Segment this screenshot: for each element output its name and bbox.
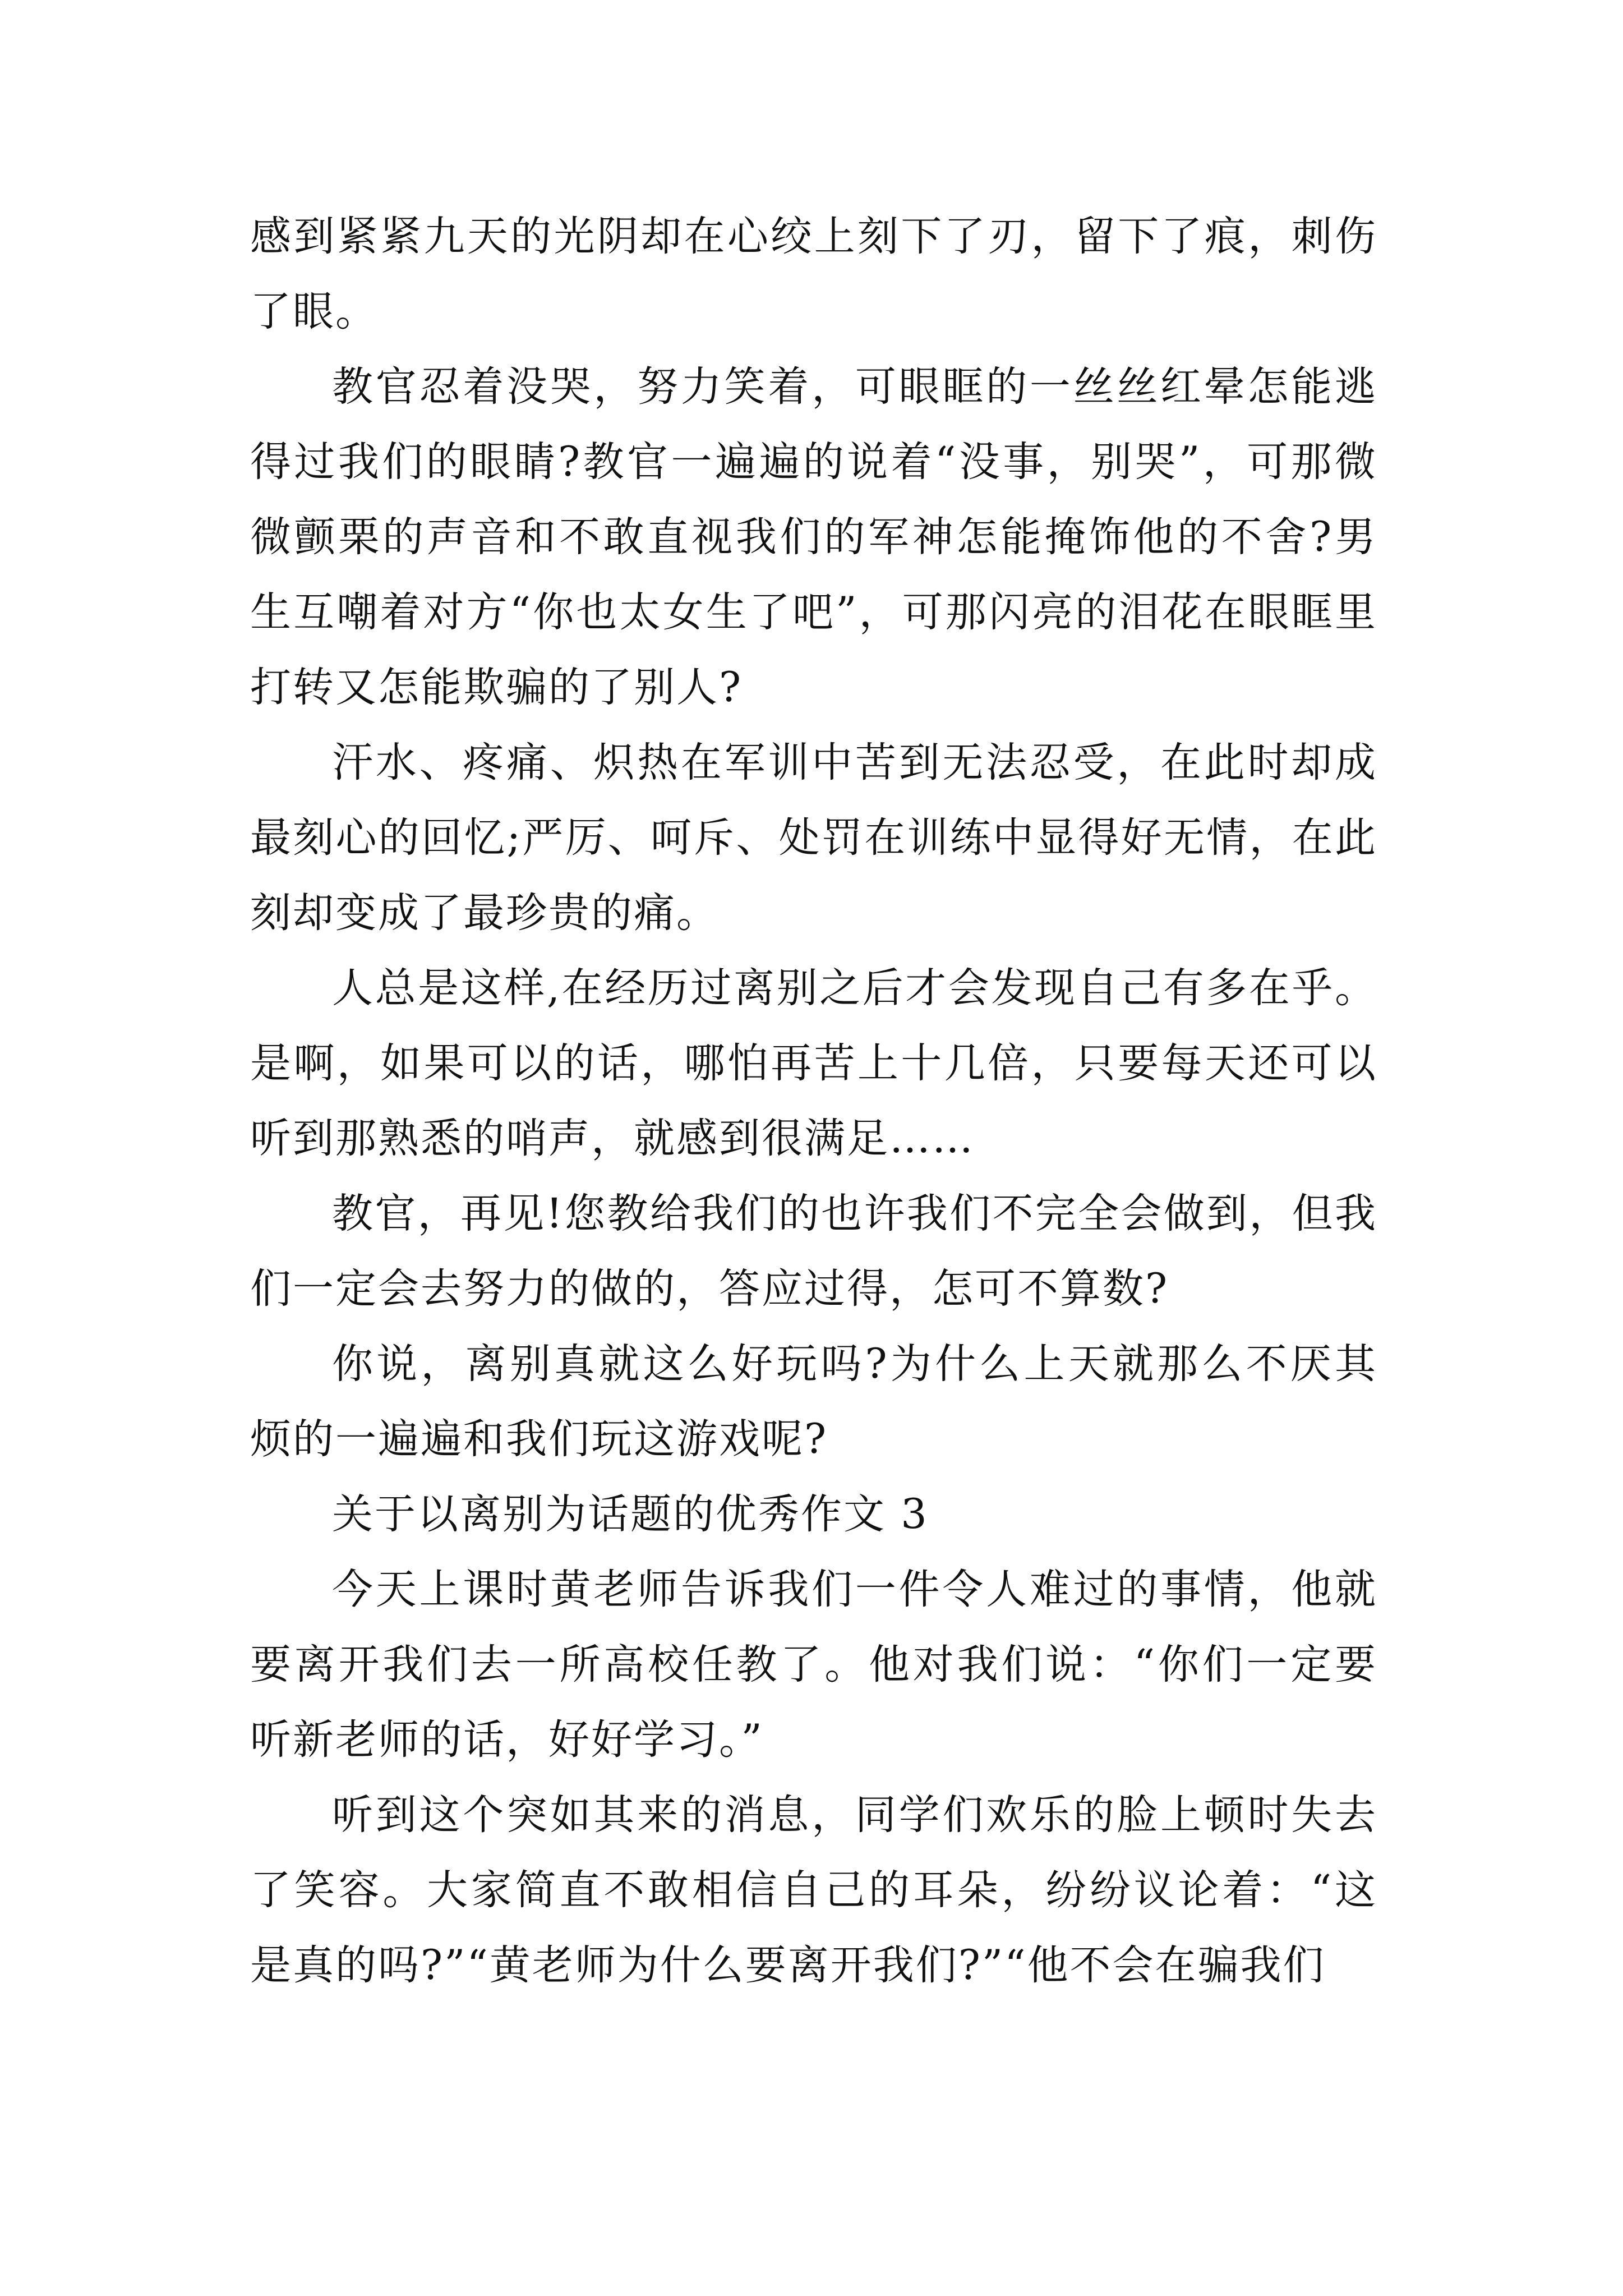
paragraph: 人总是这样,在经历过离别之后才会发现自己有多在乎。是啊，如果可以的话，哪怕再苦上十几倍，只要每天还可以听到那熟悉的哨声，就感到很满足……	[250, 964, 1377, 1162]
section-heading: 关于以离别为话题的优秀作文 3	[332, 1490, 929, 1538]
paragraph: 听到这个突如其来的消息，同学们欢乐的脸上顿时失去了笑容。大家简直不敢相信自己的耳朵，纷纷议论着：“这是真的吗?”“黄老师为什么要离开我们?”“他不会在骗我们	[250, 1791, 1377, 1989]
paragraph: 你说，离别真就这么好玩吗?为什么上天就那么不厌其烦的一遍遍和我们玩这游戏呢?	[250, 1340, 1377, 1463]
paragraph: 感到紧紧九天的光阴却在心绞上刻下了刃，留下了痕，刺伤了眼。	[250, 213, 1377, 335]
paragraph: 教官，再见!您教给我们的也许我们不完全会做到，但我们一定会去努力的做的，答应过得，怎可不算数?	[250, 1190, 1377, 1313]
paragraph: 今天上课时黄老师告诉我们一件令人难过的事情，他就要离开我们去一所高校任教了。他对我们说：“你们一定要听新老师的话，好好学习。”	[250, 1566, 1377, 1764]
paragraph: 汗水、疼痛、炽热在军训中苦到无法忍受，在此时却成最刻心的回忆;严厉、呵斥、处罚在训练中显得好无情，在此刻却变成了最珍贵的痛。	[250, 739, 1377, 937]
paragraph: 教官忍着没哭，努力笑着，可眼眶的一丝丝红晕怎能逃得过我们的眼睛?教官一遍遍的说着“没事，别哭”，可那微微颤栗的声音和不敢直视我们的军神怎能掩饰他的不舍?男生互嘲着对方“你也太女生了吧”，可那闪亮的泪花在眼眶里打转又怎能欺骗的了别人?	[250, 363, 1377, 711]
body-text	[250, 199, 1377, 2003]
